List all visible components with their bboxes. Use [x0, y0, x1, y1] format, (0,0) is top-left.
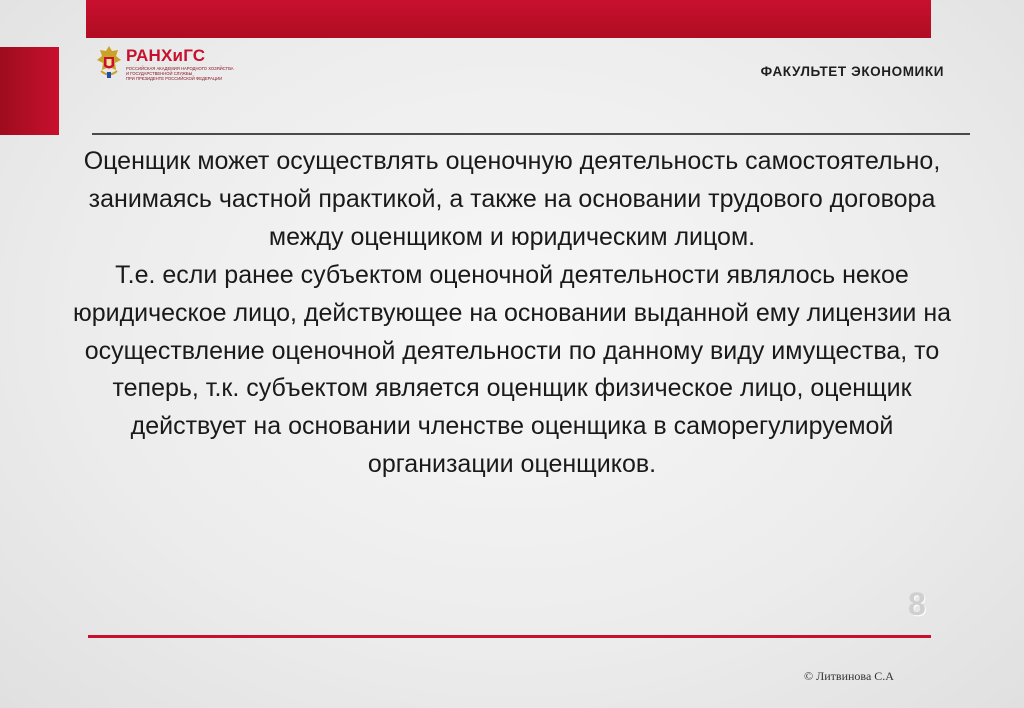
- faculty-title: ФАКУЛЬТЕТ ЭКОНОМИКИ: [760, 64, 944, 79]
- emblem-icon: [96, 44, 122, 80]
- top-accent-bar: [86, 0, 931, 38]
- slide-body: [60, 143, 964, 484]
- footer-divider: [88, 635, 931, 638]
- logo-subtitle: [126, 66, 234, 81]
- header-divider: [92, 133, 970, 135]
- logo-subtitle-line: РОССИЙСКАЯ АКАДЕМИЯ НАРОДНОГО ХОЗЯЙСТВА: [126, 66, 234, 71]
- body-paragraph-2: Т.е. если ранее субъектом оценочной деятельности являлось некое юридическое лицо, действующее на основании выданной ему лицензии на осуществление оценочной деятельности по данному виду имущества, то теперь, т.к. субъектом является оценщик физическое лицо, оценщик действует на основании членстве оценщика в саморегулируемой организации оценщиков.: [72, 260, 952, 479]
- body-paragraph-1: Оценщик может осуществлять оценочную деятельность самостоятельно, занимаясь частной практикой, а также на основании трудового договора между оценщиком и юридическим лицом.: [83, 147, 941, 251]
- page-number: 8: [908, 586, 926, 622]
- left-accent-block: [0, 47, 59, 135]
- logo-subtitle-line: ПРИ ПРЕЗИДЕНТЕ РОССИЙСКОЙ ФЕДЕРАЦИИ: [126, 76, 223, 81]
- copyright-text: © Литвинова С.А: [804, 669, 894, 683]
- logo-title: РАНХиГС: [126, 46, 206, 65]
- logo-subtitle-line: И ГОСУДАРСТВЕННОЙ СЛУЖБЫ: [126, 71, 193, 76]
- academy-logo: [96, 44, 234, 86]
